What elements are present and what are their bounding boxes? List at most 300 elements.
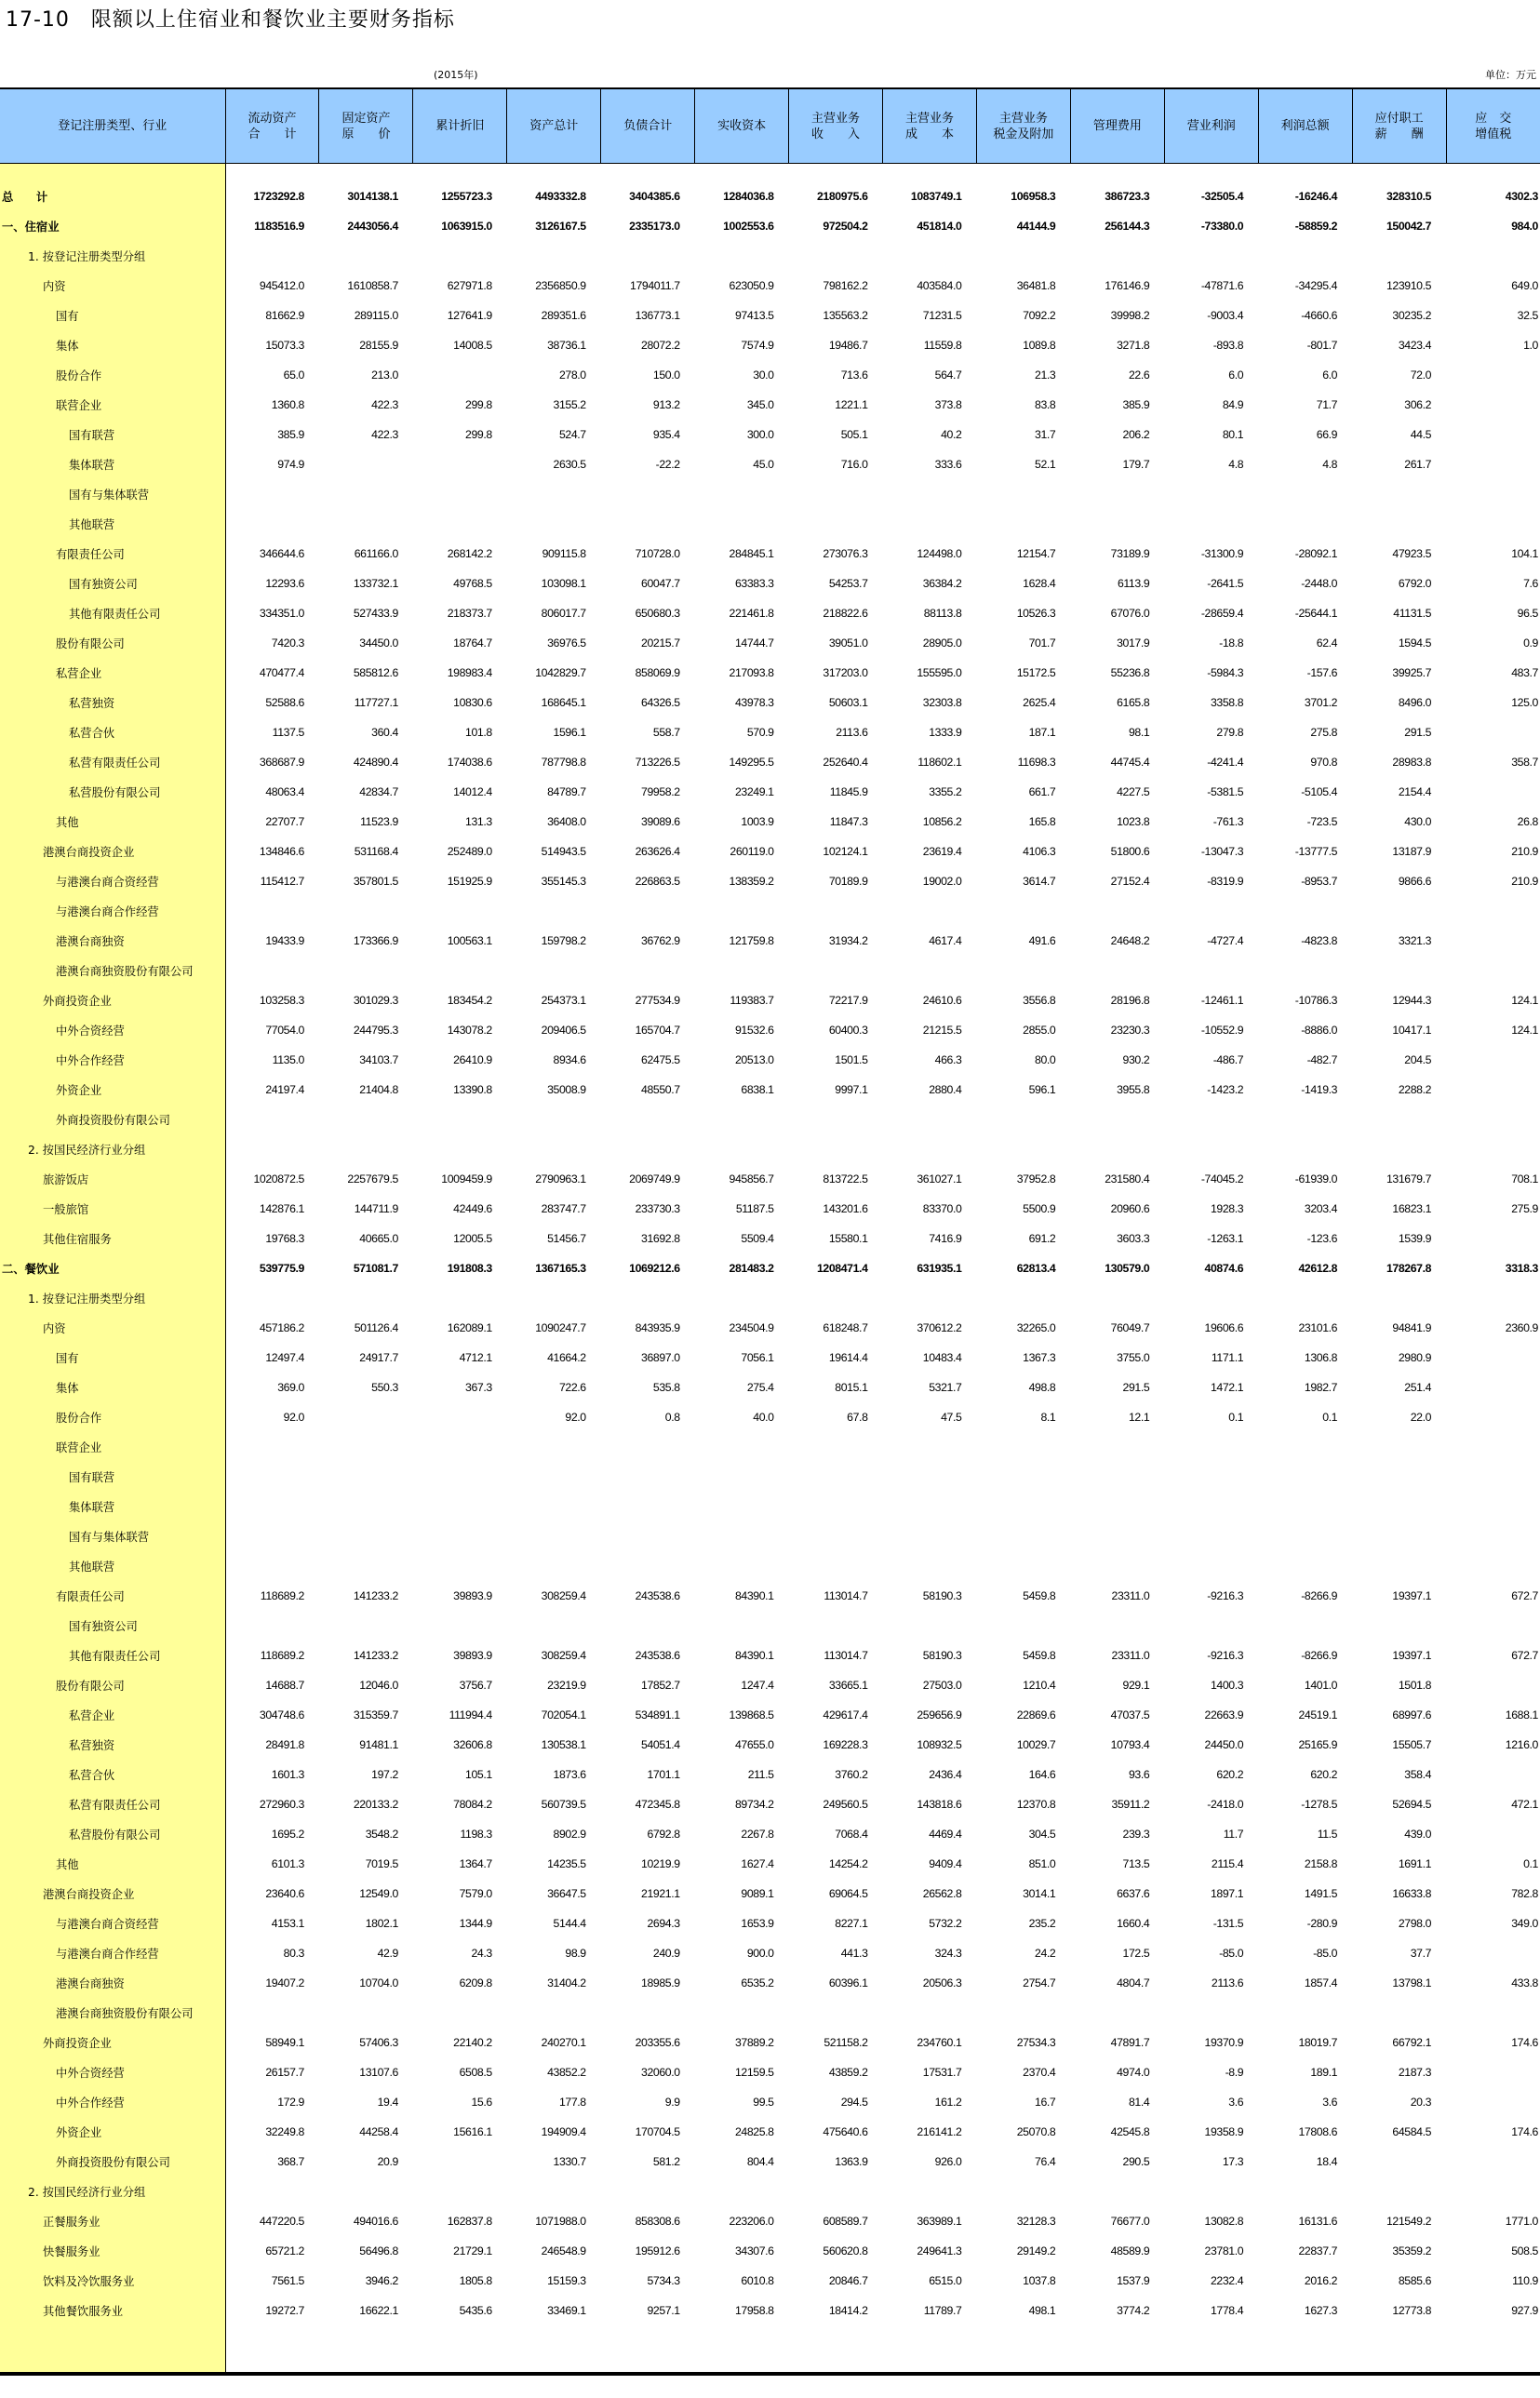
value-cell: 1501.5 xyxy=(835,1053,868,1066)
value-cell: 4302.3 xyxy=(1505,190,1538,203)
value-cell xyxy=(413,896,507,926)
value-cell: 13082.8 xyxy=(1204,2215,1244,2228)
value-cell: 6515.0 xyxy=(929,2274,962,2287)
value-cell: -4727.4 xyxy=(1207,934,1244,947)
value-cell: 1805.8 xyxy=(459,2274,492,2287)
value-cell xyxy=(1070,1492,1164,1521)
value-cell: 77054.0 xyxy=(265,1024,304,1037)
value-cell: 5509.4 xyxy=(741,1232,774,1245)
value-cell: 9997.1 xyxy=(835,1083,868,1096)
value-cell: 12005.5 xyxy=(453,1232,492,1245)
value-cell xyxy=(883,1134,977,1164)
value-cell: 24450.0 xyxy=(1204,1738,1244,1751)
value-cell: 8496.0 xyxy=(1398,696,1432,709)
value-cell: -18.8 xyxy=(1219,636,1244,650)
value-cell: 83370.0 xyxy=(922,1202,962,1215)
value-cell-empty xyxy=(507,164,601,182)
value-cell: 37952.8 xyxy=(1016,1172,1056,1186)
value-cell: 14254.2 xyxy=(828,1857,868,1870)
row-label: 联营企业 xyxy=(0,390,225,420)
row-label: 总 计 xyxy=(0,181,225,211)
value-cell-empty xyxy=(1446,2325,1540,2374)
value-cell: 233730.3 xyxy=(635,1202,680,1215)
value-cell: 164.6 xyxy=(1028,1768,1056,1781)
value-cell xyxy=(883,896,977,926)
value-cell xyxy=(976,1134,1070,1164)
value-cell: 8934.6 xyxy=(553,1053,586,1066)
value-cell: 3126167.5 xyxy=(535,220,586,233)
row-label: 联营企业 xyxy=(0,1432,225,1462)
value-cell: 972504.2 xyxy=(823,220,868,233)
value-cell: 7019.5 xyxy=(365,1857,398,1870)
value-cell: 7068.4 xyxy=(835,1828,868,1841)
value-cell: 134846.6 xyxy=(259,845,304,858)
value-cell: 48063.4 xyxy=(265,785,304,798)
table-row xyxy=(0,1105,1540,1134)
value-cell: 210.9 xyxy=(1511,845,1538,858)
value-cell xyxy=(1164,1462,1258,1492)
column-header-line: 主营业务 xyxy=(998,111,1048,126)
value-cell: 1042829.7 xyxy=(535,666,586,679)
value-cell: 661.7 xyxy=(1028,785,1056,798)
value-cell: 12370.8 xyxy=(1016,1798,1056,1811)
year-note: (2015年) xyxy=(434,69,478,81)
value-cell: 7579.0 xyxy=(459,1887,492,1900)
value-cell xyxy=(319,1521,413,1551)
value-cell: 3014138.1 xyxy=(347,190,398,203)
value-cell: -1423.2 xyxy=(1207,1083,1244,1096)
value-cell xyxy=(319,2177,413,2206)
value-cell: 558.7 xyxy=(652,726,680,739)
value-cell xyxy=(413,509,507,539)
value-cell: 27503.0 xyxy=(922,1679,962,1692)
row-label: 其他 xyxy=(0,1849,225,1879)
value-cell: 220133.2 xyxy=(353,1798,398,1811)
value-cell: 1897.1 xyxy=(1210,1887,1244,1900)
row-label: 快餐服务业 xyxy=(0,2236,225,2266)
column-header-line: 登记注册类型、行业 xyxy=(58,119,167,133)
value-cell: 117727.1 xyxy=(354,696,398,709)
value-cell: 138359.2 xyxy=(729,875,774,888)
value-cell: 218822.6 xyxy=(823,607,868,620)
row-label: 港澳台商投资企业 xyxy=(0,837,225,866)
value-cell: 1701.1 xyxy=(647,1768,680,1781)
value-cell: 240.9 xyxy=(652,1947,680,1960)
value-cell: 235.2 xyxy=(1028,1917,1056,1930)
value-cell: 315359.7 xyxy=(353,1708,398,1721)
value-cell xyxy=(319,1611,413,1641)
value-cell: 36408.0 xyxy=(547,815,586,828)
value-cell: 259656.9 xyxy=(917,1708,962,1721)
value-cell: 11.5 xyxy=(1317,1828,1338,1841)
value-cell: 4227.5 xyxy=(1117,785,1150,798)
value-cell: 16.7 xyxy=(1035,2096,1056,2109)
value-cell: 183454.2 xyxy=(447,994,492,1007)
value-cell xyxy=(1446,1521,1540,1551)
column-header xyxy=(507,88,601,164)
value-cell: 71.7 xyxy=(1316,398,1338,411)
value-cell: 141233.2 xyxy=(353,1589,398,1602)
row-label: 外商投资股份有限公司 xyxy=(0,2147,225,2177)
value-cell: 26.8 xyxy=(1517,815,1538,828)
value-cell: 2267.8 xyxy=(741,1828,774,1841)
value-cell xyxy=(883,1611,977,1641)
value-cell: 23311.0 xyxy=(1111,1589,1150,1602)
value-cell: 70189.9 xyxy=(828,875,868,888)
value-cell: 3556.8 xyxy=(1023,994,1056,1007)
value-cell: 31.7 xyxy=(1035,428,1056,441)
value-cell xyxy=(413,1402,507,1432)
value-cell: 0.1 xyxy=(1228,1411,1244,1424)
value-cell xyxy=(1258,1521,1352,1551)
row-label: 中外合作经营 xyxy=(0,2087,225,2117)
value-cell xyxy=(1258,479,1352,509)
value-cell: 273076.3 xyxy=(823,547,868,560)
value-cell: 3358.8 xyxy=(1210,696,1244,709)
value-cell: 7561.5 xyxy=(271,2274,304,2287)
value-cell xyxy=(789,241,883,271)
table-row xyxy=(0,777,1540,807)
table-row xyxy=(0,1075,1540,1105)
value-cell xyxy=(1352,241,1446,271)
value-cell xyxy=(1164,2177,1258,2206)
value-cell: 2880.4 xyxy=(929,1083,962,1096)
value-cell: 143201.6 xyxy=(823,1202,868,1215)
value-cell: 909115.8 xyxy=(542,547,586,560)
value-cell xyxy=(1258,1462,1352,1492)
value-cell: 14235.5 xyxy=(547,1857,586,1870)
value-cell: 256144.3 xyxy=(1105,220,1150,233)
table-row xyxy=(0,1015,1540,1045)
value-cell xyxy=(1258,1432,1352,1462)
value-cell: 101.8 xyxy=(465,726,492,739)
value-cell: 2115.4 xyxy=(1211,1857,1244,1870)
value-cell: 42612.8 xyxy=(1298,1262,1338,1275)
value-cell xyxy=(507,1283,601,1313)
value-cell: 472345.8 xyxy=(635,1798,680,1811)
value-cell: 36762.9 xyxy=(641,934,680,947)
value-cell: 974.9 xyxy=(277,458,304,471)
value-cell xyxy=(225,1521,319,1551)
value-cell xyxy=(601,479,695,509)
value-cell: 52.1 xyxy=(1035,458,1056,471)
value-cell: 1333.9 xyxy=(929,726,962,739)
value-cell: 23619.4 xyxy=(922,845,962,858)
value-cell: 1628.4 xyxy=(1023,577,1056,590)
value-cell xyxy=(413,1611,507,1641)
value-cell: 23249.1 xyxy=(734,785,774,798)
value-cell: 361027.1 xyxy=(917,1172,962,1186)
table-row xyxy=(0,1789,1540,1819)
value-cell xyxy=(1070,1611,1164,1641)
value-cell: 47.5 xyxy=(941,1411,962,1424)
value-cell: -8886.0 xyxy=(1301,1024,1338,1037)
value-cell: 1653.9 xyxy=(741,1917,774,1930)
value-cell: 804.4 xyxy=(746,2155,774,2168)
value-cell: 31692.8 xyxy=(641,1232,680,1245)
table-row xyxy=(0,807,1540,837)
value-cell: 2356850.9 xyxy=(535,279,586,292)
value-cell: 21404.8 xyxy=(359,1083,398,1096)
value-cell: 106958.3 xyxy=(1011,190,1056,203)
value-cell: 6.0 xyxy=(1228,368,1244,382)
value-cell: 3614.7 xyxy=(1023,875,1056,888)
value-cell: 3756.7 xyxy=(459,1679,492,1692)
value-cell: 363989.1 xyxy=(917,2215,962,2228)
value-cell: 19397.1 xyxy=(1392,1649,1432,1662)
value-cell xyxy=(319,956,413,985)
value-cell: 65721.2 xyxy=(265,2244,304,2257)
value-cell: 23640.6 xyxy=(265,1887,304,1900)
value-cell: -9216.3 xyxy=(1207,1649,1244,1662)
table-row xyxy=(0,301,1540,330)
value-cell-empty xyxy=(319,2325,413,2374)
value-cell: 47655.0 xyxy=(734,1738,774,1751)
value-cell: 133732.1 xyxy=(353,577,398,590)
value-cell: 3271.8 xyxy=(1117,339,1150,352)
value-cell: 360.4 xyxy=(371,726,398,739)
value-cell: 33469.1 xyxy=(547,2304,586,2317)
value-cell xyxy=(1352,956,1446,985)
table-row xyxy=(0,896,1540,926)
value-cell: 67.8 xyxy=(847,1411,868,1424)
value-cell xyxy=(976,1492,1070,1521)
value-cell: 672.7 xyxy=(1511,1589,1538,1602)
value-cell xyxy=(695,479,789,509)
row-label: 外商投资企业 xyxy=(0,985,225,1015)
value-cell: 38736.1 xyxy=(547,339,586,352)
value-cell: 608589.7 xyxy=(823,2215,868,2228)
value-cell: 49768.5 xyxy=(453,577,492,590)
row-label: 港澳台商独资股份有限公司 xyxy=(0,1998,225,2028)
value-cell: 3955.8 xyxy=(1117,1083,1150,1096)
table-row xyxy=(0,479,1540,509)
value-cell: 472.1 xyxy=(1511,1798,1538,1811)
value-cell: 17.3 xyxy=(1222,2155,1244,2168)
row-label: 私营独资 xyxy=(0,1730,225,1760)
financial-indicators-table xyxy=(0,87,1540,2376)
row-label: 国有与集体联营 xyxy=(0,1521,225,1551)
value-cell: 457186.2 xyxy=(259,1321,304,1334)
value-cell: 713.6 xyxy=(840,368,868,382)
value-cell: 32060.0 xyxy=(641,2066,680,2079)
row-label: 私营有限责任公司 xyxy=(0,747,225,777)
value-cell xyxy=(413,241,507,271)
value-cell xyxy=(695,1492,789,1521)
value-cell xyxy=(413,360,507,390)
value-cell: -157.6 xyxy=(1306,666,1338,679)
value-cell xyxy=(319,896,413,926)
value-cell: -13047.3 xyxy=(1200,845,1244,858)
column-header-line: 流动资产 xyxy=(248,111,297,126)
column-header-line: 收 入 xyxy=(811,127,861,141)
value-cell xyxy=(319,1402,413,1432)
value-cell: 223206.0 xyxy=(729,2215,774,2228)
row-label: 私营股份有限公司 xyxy=(0,777,225,807)
table-row xyxy=(0,420,1540,449)
value-cell-empty xyxy=(789,2325,883,2374)
value-cell: 15505.7 xyxy=(1392,1738,1432,1751)
value-cell: 15.6 xyxy=(471,2096,492,2109)
value-cell xyxy=(1446,1819,1540,1849)
column-header-line: 累计折旧 xyxy=(435,119,485,133)
value-cell: 851.0 xyxy=(1028,1857,1056,1870)
value-cell: 858308.6 xyxy=(635,2215,680,2228)
value-cell: 5144.4 xyxy=(553,1917,586,1930)
value-cell: 17808.6 xyxy=(1298,2125,1338,2138)
value-cell: 913.2 xyxy=(652,398,680,411)
row-label: 一般旅馆 xyxy=(0,1194,225,1224)
value-cell xyxy=(789,2177,883,2206)
value-cell xyxy=(507,1462,601,1492)
table-row xyxy=(0,1343,1540,1373)
value-cell: 560739.5 xyxy=(541,1798,586,1811)
value-cell: 19433.9 xyxy=(265,934,304,947)
row-label: 私营企业 xyxy=(0,658,225,688)
value-cell: 3017.9 xyxy=(1117,636,1150,650)
value-cell: 36976.5 xyxy=(547,636,586,650)
value-cell xyxy=(1258,896,1352,926)
value-cell: 21921.1 xyxy=(641,1887,680,1900)
value-cell: 47923.5 xyxy=(1392,547,1432,560)
table-row xyxy=(0,926,1540,956)
value-cell-empty xyxy=(695,2325,789,2374)
value-cell: 20846.7 xyxy=(828,2274,868,2287)
value-cell: 20215.7 xyxy=(641,636,680,650)
value-cell: 151925.9 xyxy=(447,875,492,888)
value-cell: 798162.2 xyxy=(823,279,868,292)
value-cell: 304.5 xyxy=(1028,1828,1056,1841)
value-cell xyxy=(1164,1432,1258,1462)
value-cell: 141233.2 xyxy=(353,1649,398,1662)
value-cell: 143818.6 xyxy=(917,1798,962,1811)
value-cell xyxy=(883,509,977,539)
value-cell: 118689.2 xyxy=(260,1649,304,1662)
value-cell xyxy=(1352,1105,1446,1134)
table-row xyxy=(0,1402,1540,1432)
value-cell: 42834.7 xyxy=(359,785,398,798)
value-cell xyxy=(1446,1373,1540,1402)
value-cell: 1069212.6 xyxy=(629,1262,680,1275)
value-cell: 1472.1 xyxy=(1210,1381,1244,1394)
value-cell: 35359.2 xyxy=(1392,2244,1432,2257)
table-row xyxy=(0,658,1540,688)
value-cell: 5459.8 xyxy=(1023,1589,1056,1602)
value-cell: 5459.8 xyxy=(1023,1649,1056,1662)
value-cell: 23781.0 xyxy=(1204,2244,1244,2257)
table-header-row xyxy=(0,88,1540,164)
value-cell: 3760.2 xyxy=(835,1768,868,1781)
value-cell: 191808.3 xyxy=(447,1262,492,1275)
table-row xyxy=(0,2117,1540,2147)
value-cell xyxy=(413,449,507,479)
value-cell: 62813.4 xyxy=(1016,1262,1056,1275)
row-label: 内资 xyxy=(0,1313,225,1343)
value-cell-empty xyxy=(225,2325,319,2374)
value-cell: 12549.0 xyxy=(359,1887,398,1900)
value-cell: 34450.0 xyxy=(359,636,398,650)
column-header-line: 应 交 xyxy=(1475,111,1512,126)
value-cell: -2448.0 xyxy=(1301,577,1338,590)
value-cell: 2360.9 xyxy=(1505,1321,1538,1334)
value-cell: 210.9 xyxy=(1511,875,1538,888)
value-cell xyxy=(319,449,413,479)
value-cell: 123910.5 xyxy=(1386,279,1432,292)
row-label: 中外合资经营 xyxy=(0,2057,225,2087)
row-label: 有限责任公司 xyxy=(0,1581,225,1611)
value-cell: 20960.6 xyxy=(1110,1202,1150,1215)
value-cell: 10417.1 xyxy=(1392,1024,1432,1037)
value-cell: 249560.5 xyxy=(823,1798,868,1811)
table-row xyxy=(0,241,1540,271)
table-row xyxy=(0,956,1540,985)
value-cell xyxy=(1258,1611,1352,1641)
value-cell xyxy=(319,241,413,271)
value-cell: 1090247.7 xyxy=(535,1321,586,1334)
value-cell: 36647.5 xyxy=(547,1887,586,1900)
value-cell: 2980.9 xyxy=(1398,1351,1432,1364)
value-cell: 69064.5 xyxy=(828,1887,868,1900)
value-cell: 1594.5 xyxy=(1398,636,1432,650)
value-cell: 620.2 xyxy=(1216,1768,1244,1781)
table-row xyxy=(0,837,1540,866)
table-row xyxy=(0,181,1540,211)
value-cell: -10786.3 xyxy=(1294,994,1338,1007)
value-cell: 8902.9 xyxy=(553,1828,586,1841)
value-cell: 1778.4 xyxy=(1210,2304,1244,2317)
value-cell: 16131.6 xyxy=(1298,2215,1338,2228)
value-cell xyxy=(225,1105,319,1134)
value-cell xyxy=(507,2177,601,2206)
table-row xyxy=(0,628,1540,658)
value-cell: 62.4 xyxy=(1316,636,1338,650)
value-cell: 346644.6 xyxy=(259,547,304,560)
value-cell: 104.1 xyxy=(1511,547,1538,560)
value-cell: 5734.3 xyxy=(647,2274,680,2287)
value-cell xyxy=(1070,1283,1164,1313)
value-cell: 39089.6 xyxy=(641,815,680,828)
value-cell: 39893.9 xyxy=(453,1589,492,1602)
column-header-line: 税金及附加 xyxy=(993,127,1054,141)
value-cell: 68997.6 xyxy=(1392,1708,1432,1721)
value-cell xyxy=(507,1998,601,2028)
value-cell xyxy=(1446,1075,1540,1105)
value-cell: 231580.4 xyxy=(1105,1172,1150,1186)
value-cell: 11698.3 xyxy=(1017,756,1056,769)
value-cell xyxy=(695,2177,789,2206)
row-label: 国有与集体联营 xyxy=(0,479,225,509)
value-cell xyxy=(1258,956,1352,985)
value-cell: 623050.9 xyxy=(729,279,774,292)
value-cell: 524.7 xyxy=(558,428,586,441)
value-cell: 17958.8 xyxy=(734,2304,774,2317)
value-cell: 620.2 xyxy=(1310,1768,1338,1781)
value-cell: 373.8 xyxy=(934,398,962,411)
value-cell: -47871.6 xyxy=(1200,279,1244,292)
value-cell xyxy=(319,1134,413,1164)
value-cell: 65.0 xyxy=(283,368,304,382)
value-cell: 289351.6 xyxy=(541,309,586,322)
value-cell xyxy=(507,1105,601,1134)
value-cell: 535.8 xyxy=(652,1381,680,1394)
value-cell: 367.3 xyxy=(465,1381,492,1394)
table-row xyxy=(0,1879,1540,1909)
value-cell: 178267.8 xyxy=(1386,1262,1432,1275)
value-cell xyxy=(225,1998,319,2028)
value-cell: 213.0 xyxy=(371,368,398,382)
value-cell xyxy=(1352,1462,1446,1492)
value-cell xyxy=(1446,1432,1540,1462)
